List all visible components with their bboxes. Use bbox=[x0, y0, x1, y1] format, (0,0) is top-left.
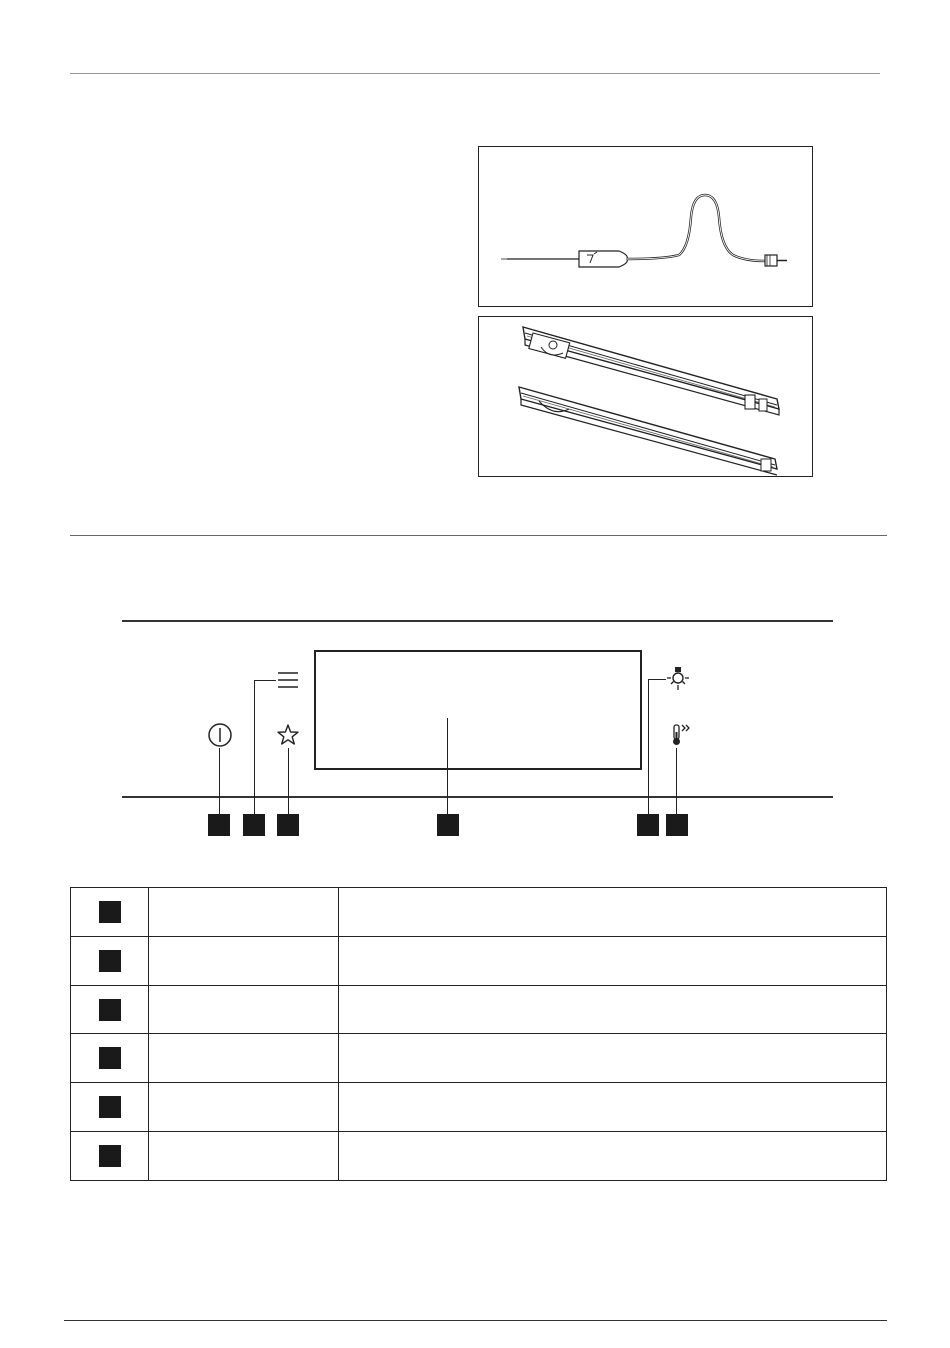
callout-marker-3 bbox=[277, 814, 299, 836]
row-marker bbox=[99, 901, 121, 923]
table-cell-description bbox=[339, 1034, 887, 1083]
row-marker bbox=[99, 950, 121, 972]
table-cell-label bbox=[149, 1132, 339, 1181]
table-cell-description bbox=[339, 1083, 887, 1132]
meat-probe-figure bbox=[478, 146, 813, 307]
leader-line-4 bbox=[447, 718, 448, 814]
menu-button[interactable] bbox=[276, 669, 300, 691]
section-rule bbox=[70, 535, 887, 536]
menu-icon bbox=[276, 669, 300, 691]
table-row bbox=[71, 936, 887, 985]
table-row bbox=[71, 1034, 887, 1083]
panel-bottom-edge bbox=[122, 796, 833, 798]
control-panel-reference-table bbox=[70, 887, 887, 1181]
callout-marker-4 bbox=[437, 814, 459, 836]
lamp-button[interactable] bbox=[665, 666, 691, 692]
fast-heat-up-button[interactable] bbox=[669, 722, 695, 748]
power-button[interactable] bbox=[207, 722, 233, 748]
leader-line-3 bbox=[288, 748, 289, 814]
row-marker bbox=[99, 1096, 121, 1118]
leader-line-1 bbox=[219, 748, 220, 814]
table-row bbox=[71, 1132, 887, 1181]
table-cell-marker bbox=[71, 985, 149, 1034]
panel-top-edge bbox=[122, 620, 833, 622]
favourite-star-icon bbox=[276, 723, 300, 747]
table-cell-marker bbox=[71, 1132, 149, 1181]
table-row bbox=[71, 985, 887, 1034]
row-marker bbox=[99, 999, 121, 1021]
table-cell-label bbox=[149, 1083, 339, 1132]
table-row bbox=[71, 888, 887, 937]
table-cell-label bbox=[149, 936, 339, 985]
table-cell-marker bbox=[71, 888, 149, 937]
meat-probe-icon bbox=[479, 147, 814, 308]
header-rule bbox=[70, 73, 880, 74]
lamp-icon bbox=[665, 666, 691, 692]
table-cell-label bbox=[149, 888, 339, 937]
telescopic-runners-icon bbox=[479, 317, 814, 478]
fast-heat-up-icon bbox=[669, 722, 695, 748]
display bbox=[314, 650, 642, 770]
callout-marker-6 bbox=[666, 814, 688, 836]
leader-line-5 bbox=[648, 679, 649, 814]
table-cell-description bbox=[339, 936, 887, 985]
callout-marker-2 bbox=[243, 814, 265, 836]
table-cell-description bbox=[339, 1132, 887, 1181]
favourite-button[interactable] bbox=[276, 723, 300, 747]
table-cell-label bbox=[149, 1034, 339, 1083]
table-cell-marker bbox=[71, 1083, 149, 1132]
leader-line-5-horizontal bbox=[648, 679, 666, 680]
leader-line-2 bbox=[254, 680, 255, 814]
table-cell-description bbox=[339, 888, 887, 937]
power-icon bbox=[207, 722, 233, 748]
row-marker bbox=[99, 1145, 121, 1167]
leader-line-6 bbox=[676, 748, 677, 814]
table-cell-description bbox=[339, 985, 887, 1034]
table-cell-marker bbox=[71, 1034, 149, 1083]
table-cell-marker bbox=[71, 936, 149, 985]
table-row bbox=[71, 1083, 887, 1132]
callout-marker-1 bbox=[208, 814, 230, 836]
telescopic-runners-figure bbox=[478, 316, 813, 477]
leader-line-2-horizontal bbox=[254, 680, 276, 681]
table-cell-label bbox=[149, 985, 339, 1034]
row-marker bbox=[99, 1047, 121, 1069]
footer-rule bbox=[64, 1320, 887, 1321]
callout-marker-5 bbox=[637, 814, 659, 836]
